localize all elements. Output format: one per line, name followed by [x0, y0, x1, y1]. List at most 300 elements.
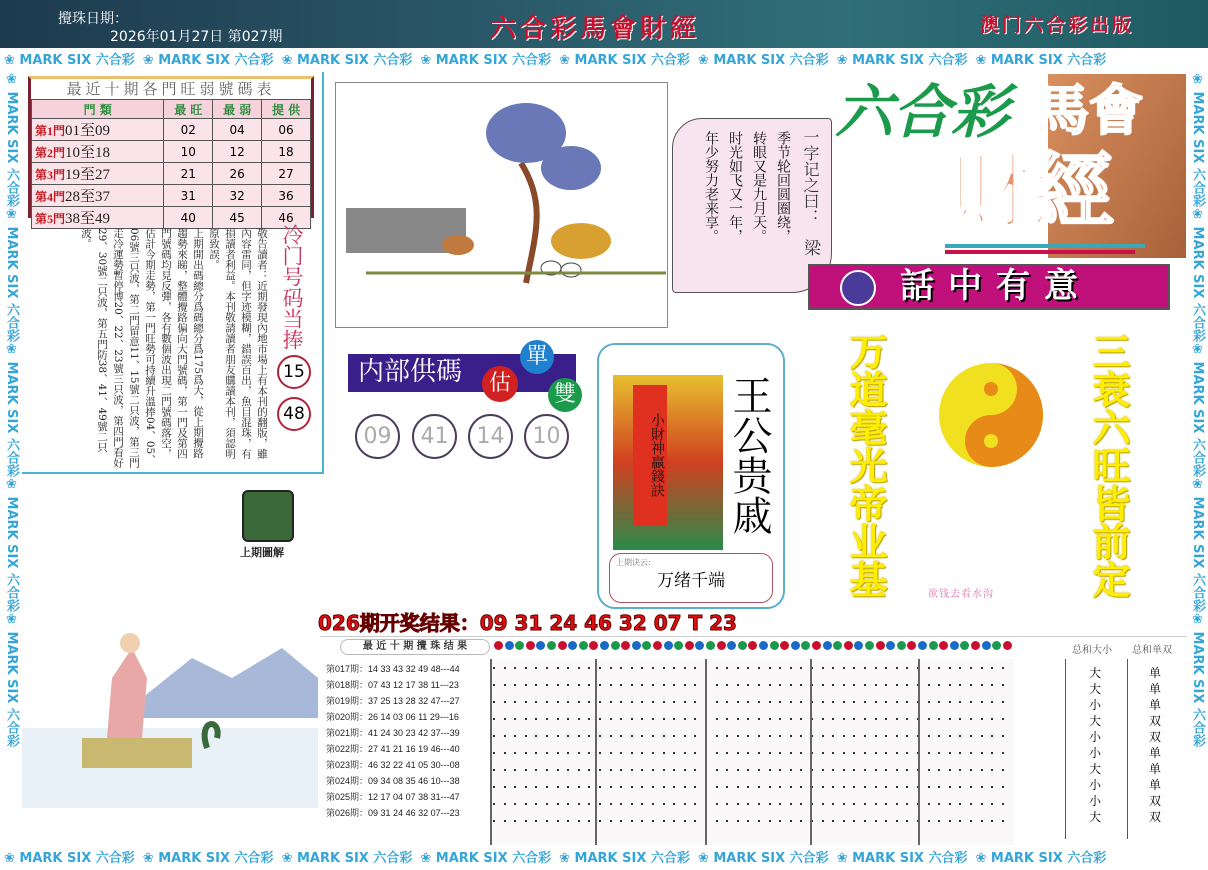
trend-dot — [641, 667, 643, 669]
issue-label: 第026期： — [326, 808, 369, 818]
trend-dot — [673, 701, 675, 703]
trend-dot — [726, 735, 728, 737]
internal-number: 10 — [524, 414, 569, 459]
border-right — [1186, 72, 1208, 848]
trend-dot — [875, 718, 877, 720]
cold-number: 48 — [277, 397, 311, 431]
trend-dot — [557, 803, 559, 805]
trend-dot — [684, 684, 686, 686]
door-cell — [32, 163, 164, 185]
trend-dot — [716, 820, 718, 822]
trend-dot — [493, 820, 495, 822]
trend-dot — [673, 752, 675, 754]
trend-dot — [610, 701, 612, 703]
trend-dot — [737, 684, 739, 686]
trend-dot — [514, 803, 516, 805]
sum-parity: 双 — [1148, 794, 1161, 808]
trend-dot — [1002, 701, 1004, 703]
divider — [1065, 659, 1066, 839]
grid-divider — [595, 659, 597, 845]
trend-dot — [514, 752, 516, 754]
trend-dot — [673, 718, 675, 720]
trend-dot — [716, 803, 718, 805]
trend-dot — [514, 735, 516, 737]
trend-dot — [641, 684, 643, 686]
trend-dot — [800, 667, 802, 669]
trend-dot — [504, 701, 506, 703]
trend-dot — [567, 684, 569, 686]
grid-divider — [918, 659, 920, 845]
trend-dot — [906, 667, 908, 669]
trend-dot — [525, 735, 527, 737]
sum-size: 小 — [1088, 730, 1101, 744]
trend-dot — [875, 667, 877, 669]
trend-dot — [525, 820, 527, 822]
trend-dot — [875, 752, 877, 754]
trend-dot — [578, 752, 580, 754]
border-pattern-text: ❀ MARK SIX 六合彩 — [4, 72, 19, 207]
trend-dot — [779, 701, 781, 703]
sum-size: 小 — [1088, 746, 1101, 760]
trend-dot — [684, 701, 686, 703]
trend-dot — [599, 735, 601, 737]
trend-dot — [525, 684, 527, 686]
trend-dot — [567, 803, 569, 805]
trend-dot — [493, 718, 495, 720]
trend-dot — [620, 735, 622, 737]
trend-dot — [716, 752, 718, 754]
trend-dot — [567, 786, 569, 788]
ball-icon — [505, 641, 514, 650]
trend-dot — [557, 718, 559, 720]
trend-dot — [663, 684, 665, 686]
border-top — [0, 50, 1208, 72]
trend-dot — [726, 820, 728, 822]
trend-dot — [620, 803, 622, 805]
trend-dot — [525, 786, 527, 788]
door-range: 38至49 — [65, 211, 111, 227]
trend-dot — [504, 735, 506, 737]
border-pattern-text: ❀ MARK SIX 六合彩 — [1190, 611, 1205, 747]
trend-dot — [673, 684, 675, 686]
trend-dot — [970, 735, 972, 737]
trend-dot — [652, 701, 654, 703]
border-pattern-text: ❀ MARK SIX 六合彩 — [836, 851, 968, 866]
history-row — [326, 741, 486, 757]
trend-dot — [631, 820, 633, 822]
door-name: 第3門 — [35, 168, 66, 182]
trend-dot — [822, 718, 824, 720]
trend-dot — [493, 667, 495, 669]
trend-dot — [504, 667, 506, 669]
ball-icon — [907, 641, 916, 650]
door-value: 40 — [164, 207, 213, 229]
trend-dot — [663, 718, 665, 720]
ball-icon — [536, 641, 545, 650]
trend-dot — [631, 718, 633, 720]
door-row — [32, 207, 311, 229]
trend-dot — [535, 752, 537, 754]
door-cell — [32, 185, 164, 207]
trend-dot — [578, 769, 580, 771]
trend-dot — [557, 701, 559, 703]
trend-dot — [906, 701, 908, 703]
ball-icon — [611, 641, 620, 650]
trend-dot — [800, 701, 802, 703]
border-pattern-text: ❀ MARK SIX 六合彩 — [4, 851, 135, 866]
border-pattern-text: ❀ MARK SIX 六合彩 — [1190, 341, 1205, 477]
trend-dot — [567, 769, 569, 771]
trend-dot — [769, 752, 771, 754]
trend-dot — [906, 684, 908, 686]
trend-dot — [588, 667, 590, 669]
trend-dot — [652, 769, 654, 771]
trend-dot — [896, 718, 898, 720]
trend-dot — [493, 786, 495, 788]
trend-dot — [535, 769, 537, 771]
trend-dot — [737, 820, 739, 822]
door-row — [32, 119, 311, 141]
trend-dot — [641, 786, 643, 788]
trend-dot — [504, 769, 506, 771]
ball-icon — [664, 641, 673, 650]
trend-dot — [779, 667, 781, 669]
trend-dot — [864, 667, 866, 669]
trend-dot — [885, 820, 887, 822]
border-pattern-text: ❀ MARK SIX 六合彩 — [4, 341, 19, 477]
trend-dot — [599, 684, 601, 686]
border-pattern-text: ❀ MARK SIX 六合彩 — [420, 53, 552, 68]
trend-dot — [620, 820, 622, 822]
pink-hint: 欲钱去看水沟 — [928, 589, 994, 600]
trend-dot — [928, 803, 930, 805]
trend-dot — [588, 752, 590, 754]
trend-dot — [631, 667, 633, 669]
door-row — [32, 141, 311, 163]
trend-dot — [504, 820, 506, 822]
hua-banner-text: 話中有意 — [900, 266, 1092, 306]
trend-dot — [885, 786, 887, 788]
trend-dot — [938, 752, 940, 754]
trend-dot — [790, 786, 792, 788]
trend-dot — [779, 786, 781, 788]
trend-dot — [652, 786, 654, 788]
grid-divider — [705, 659, 707, 845]
trend-dot — [525, 667, 527, 669]
trend-dot — [737, 735, 739, 737]
logo-rule — [945, 244, 1145, 248]
trend-dot — [938, 667, 940, 669]
trend-dot — [684, 752, 686, 754]
trend-dot — [896, 769, 898, 771]
door-cell — [32, 141, 164, 163]
trend-dot — [853, 667, 855, 669]
trend-dot — [610, 684, 612, 686]
trend-dot — [525, 803, 527, 805]
trend-dot — [684, 769, 686, 771]
border-pattern-text: ❀ MARK SIX 六合彩 — [142, 851, 274, 866]
poem-title-text: 一字记之曰： — [801, 129, 820, 225]
trend-dot — [896, 752, 898, 754]
trend-dot — [885, 701, 887, 703]
trend-dot — [875, 820, 877, 822]
trend-dot — [981, 701, 983, 703]
border-pattern-text: ❀ MARK SIX 六合彩 — [1190, 206, 1205, 342]
door-value: 27 — [262, 163, 311, 185]
trend-dot — [800, 820, 802, 822]
trend-dot — [769, 769, 771, 771]
door-value: 06 — [262, 119, 311, 141]
trend-dot — [1002, 769, 1004, 771]
trend-dot — [726, 786, 728, 788]
issue-label: 第022期： — [326, 744, 369, 754]
trend-dot — [959, 786, 961, 788]
trend-dot — [726, 803, 728, 805]
sum-parity: 单 — [1148, 666, 1161, 680]
trend-dot — [546, 769, 548, 771]
trend-dot — [663, 803, 665, 805]
trend-dot — [949, 786, 951, 788]
trend-dot — [981, 820, 983, 822]
trend-dot — [535, 803, 537, 805]
trend-dot — [875, 803, 877, 805]
trend-dot — [843, 786, 845, 788]
yin-yang-icon — [938, 362, 1044, 468]
trend-dot — [737, 786, 739, 788]
ball-icon — [653, 641, 662, 650]
door-row — [32, 163, 311, 185]
ball-icon — [748, 641, 757, 650]
trend-dot — [928, 786, 930, 788]
trend-dot — [620, 684, 622, 686]
trend-dot — [843, 820, 845, 822]
trend-dot — [853, 684, 855, 686]
door-table-panel — [28, 76, 314, 227]
ball-icon — [992, 641, 1001, 650]
header-banner — [0, 0, 1208, 48]
trend-dot — [970, 667, 972, 669]
border-pattern-text: ❀ MARK SIX 六合彩 — [4, 611, 19, 747]
trend-dot — [663, 735, 665, 737]
trend-dot — [896, 803, 898, 805]
ball-icon — [791, 641, 800, 650]
divider — [22, 472, 324, 474]
grid-divider — [810, 659, 812, 845]
trend-dot — [694, 684, 696, 686]
col-door: 門 類 — [32, 100, 164, 119]
trend-dot — [928, 718, 930, 720]
ball-icon — [823, 641, 832, 650]
trend-dot — [959, 735, 961, 737]
ball-icon — [876, 641, 885, 650]
trend-dot — [631, 769, 633, 771]
trend-dot — [620, 752, 622, 754]
trend-dot — [525, 769, 527, 771]
internal-number: 14 — [468, 414, 513, 459]
trend-dot — [514, 718, 516, 720]
ball-icon — [833, 641, 842, 650]
border-pattern-text: ❀ MARK SIX 六合彩 — [1190, 476, 1205, 612]
trend-dot — [790, 769, 792, 771]
trend-dot — [504, 752, 506, 754]
trend-dot — [875, 786, 877, 788]
trend-dot — [832, 701, 834, 703]
poem-lines — [699, 131, 795, 243]
trend-dot — [853, 735, 855, 737]
border-pattern-text: ❀ MARK SIX 六合彩 — [4, 476, 19, 612]
trend-dot — [578, 684, 580, 686]
trend-dot — [546, 820, 548, 822]
trend-dot — [949, 752, 951, 754]
trend-dot — [938, 718, 940, 720]
trend-dot — [747, 701, 749, 703]
logo-mahui: 馬會 — [1035, 79, 1143, 142]
grid-divider — [490, 659, 492, 845]
trend-dot — [981, 718, 983, 720]
trend-dot — [875, 684, 877, 686]
ball-icon — [812, 641, 821, 650]
trend-dot — [546, 667, 548, 669]
trend-dot — [641, 769, 643, 771]
ball-icon — [971, 641, 980, 650]
trend-dot — [875, 735, 877, 737]
trend-dot — [896, 701, 898, 703]
ball-icon — [600, 641, 609, 650]
ball-icon — [897, 641, 906, 650]
last-image-icon[interactable] — [242, 490, 294, 542]
trend-dot — [726, 752, 728, 754]
trend-dot — [546, 786, 548, 788]
trend-dot — [673, 820, 675, 822]
trend-dot — [652, 752, 654, 754]
trend-dot — [694, 735, 696, 737]
sum-size: 大 — [1088, 666, 1101, 680]
trend-dot — [694, 820, 696, 822]
logo-caijing: 財經 — [950, 145, 1115, 240]
trend-dot — [853, 752, 855, 754]
trend-dot — [864, 701, 866, 703]
trend-dot — [906, 735, 908, 737]
trend-dot — [885, 684, 887, 686]
trend-dot — [493, 684, 495, 686]
trend-dot — [673, 667, 675, 669]
trend-dot — [790, 803, 792, 805]
trend-dot — [716, 718, 718, 720]
sum-size: 小 — [1088, 778, 1101, 792]
trend-dot — [599, 701, 601, 703]
trend-dot — [949, 803, 951, 805]
ball-icon — [929, 641, 938, 650]
col-cold: 最 弱 — [213, 100, 262, 119]
trend-dot — [673, 803, 675, 805]
trend-dot — [567, 820, 569, 822]
ball-icon — [844, 641, 853, 650]
trend-dot — [663, 752, 665, 754]
trend-dot — [853, 718, 855, 720]
trend-dot — [822, 769, 824, 771]
trend-dot — [991, 769, 993, 771]
last-riddle-value: 万绪千端 — [657, 571, 725, 591]
trend-dot — [769, 701, 771, 703]
trend-dot — [684, 803, 686, 805]
trend-dot — [610, 667, 612, 669]
trend-dot — [790, 667, 792, 669]
trend-dot — [800, 718, 802, 720]
last-riddle-label: 上期诀云: — [616, 558, 651, 567]
trend-dot — [959, 684, 961, 686]
ball-icon — [854, 641, 863, 650]
trend-dot — [822, 667, 824, 669]
trend-dot — [726, 667, 728, 669]
ball-icon — [632, 641, 641, 650]
trend-dot — [991, 735, 993, 737]
ball-icon — [568, 641, 577, 650]
trend-dot — [726, 718, 728, 720]
col-sum-parity: 总和单双 — [1132, 645, 1172, 656]
trend-dot — [758, 803, 760, 805]
page-title: 六合彩馬會財經 — [490, 14, 701, 44]
border-pattern-text: ❀ MARK SIX 六合彩 — [1190, 72, 1205, 207]
trend-dot — [588, 735, 590, 737]
issue-label: 第021期： — [326, 728, 369, 738]
sum-parity: 单 — [1148, 698, 1161, 712]
door-value: 45 — [213, 207, 262, 229]
trend-dot — [610, 769, 612, 771]
trend-dot — [832, 718, 834, 720]
trend-dot — [652, 803, 654, 805]
trend-dot — [832, 684, 834, 686]
trend-dot — [758, 718, 760, 720]
last-image-label[interactable]: 上期圖解 — [240, 546, 284, 559]
history-row — [326, 709, 486, 725]
trend-dot — [906, 786, 908, 788]
history-list — [326, 661, 486, 821]
verse-right: 三衰六旺皆前定 — [1086, 332, 1131, 598]
trend-dot — [981, 735, 983, 737]
border-pattern-text: ❀ MARK SIX 六合彩 — [697, 851, 829, 866]
door-value: 26 — [213, 163, 262, 185]
trend-dot — [620, 701, 622, 703]
trend-dot — [928, 752, 930, 754]
trend-dot — [896, 820, 898, 822]
trend-dot — [959, 803, 961, 805]
trend-dot — [758, 820, 760, 822]
trend-dot — [716, 667, 718, 669]
ball-icon — [770, 641, 779, 650]
trend-dot — [822, 803, 824, 805]
hua-banner — [808, 264, 1170, 310]
trend-dot — [694, 803, 696, 805]
ball-icon — [685, 641, 694, 650]
trend-dot — [959, 701, 961, 703]
trend-dot — [631, 735, 633, 737]
trend-dot — [684, 820, 686, 822]
trend-dot — [493, 752, 495, 754]
trend-dot — [726, 701, 728, 703]
trend-dot — [991, 786, 993, 788]
poem-line: 时光如飞又一年， — [727, 131, 743, 243]
trend-dot — [673, 786, 675, 788]
door-value: 12 — [213, 141, 262, 163]
trend-dot — [493, 769, 495, 771]
trend-dot — [641, 803, 643, 805]
trend-dot — [1002, 735, 1004, 737]
trend-dot — [832, 820, 834, 822]
trend-dot — [514, 701, 516, 703]
trend-dot — [843, 701, 845, 703]
ball-icon — [982, 641, 991, 650]
god-of-wealth-image — [613, 375, 723, 550]
